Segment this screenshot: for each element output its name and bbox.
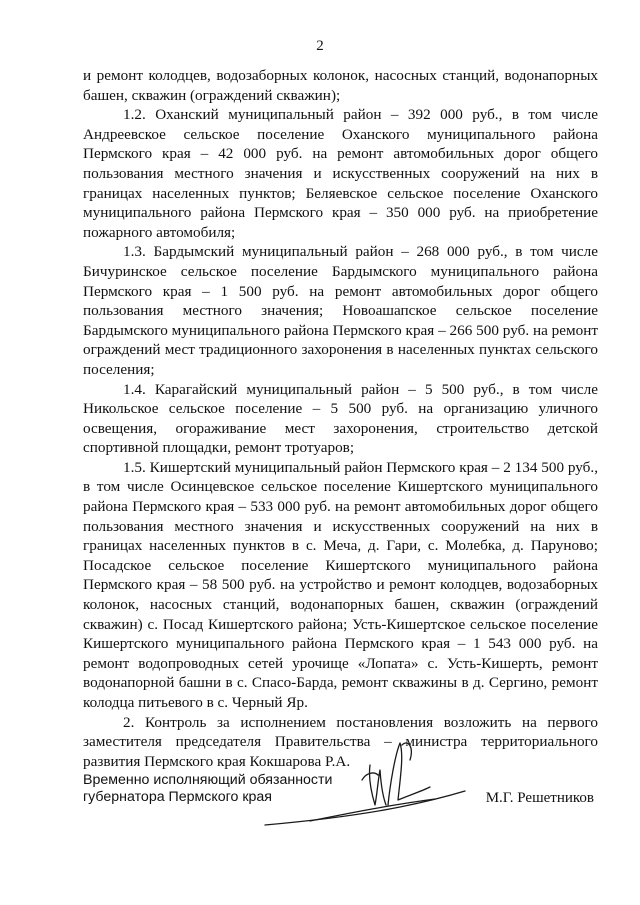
signatory-title-line1: Временно исполняющий обязанности <box>83 772 333 788</box>
signatory-name: М.Г. Решетников <box>485 790 594 806</box>
paragraph-2-control: 2. Контроль за исполнением постановления возложить на первого заместителя председателя Правительства – министра территориального развития Пермского края Кокшарова Р.А. <box>83 713 598 770</box>
signature-block <box>83 768 598 828</box>
paragraph-1-3-bardymsky: 1.3. Бардымский муниципальный район – 268 000 руб., в том числе Бичуринское сельское поселение Бардымского муниципального района Пермского края – 1 500 руб. на ремонт автомобильных дорог общего пользования местного значения; Новоашапское сельское поселение Бардымского муниципального района Пермского края – 266 500 руб. на ремонт ограждений мест традиционного захоронения в населенных пунктах сельского поселения; <box>83 243 598 378</box>
page-number: 2 <box>316 38 324 54</box>
paragraph-1-5-kishertsky: 1.5. Кишертский муниципальный район Пермского края – 2 134 500 руб., в том числе Осинцевское сельское поселение Кишертского муниципального района Пермского края – 533 000 руб. на ремонт автомобильных дорог общего пользования местного значения и искусственных сооружений на них в границах населенных пунктов в с. Меча, д. Гари, с. Молебка, д. Паруново; Посадское сельское поселение Кишертского муниципального района Пермского края – 58 500 руб. на устройство и ремонт колодцев, водозаборных колонок, насосных станций, водонапорных башен, скважин (ограждений скважин) с. Посад Кишертского района; Усть-Кишертское сельское поселение Кишертского муниципального района Пермского края – 1 543 000 руб. на ремонт водопроводных сетей урочище «Лопата» с. Усть-Кишерть, ремонт водонапорной башни в с. Спасо-Барда, ремонт скважины в д. Сергино, ремонт колодца питьевого в с. Черный Яр. <box>83 458 598 711</box>
signatory-title <box>83 772 332 806</box>
paragraph-1-4-karagaisky: 1.4. Карагайский муниципальный район – 5 500 руб., в том числе Никольское сельское поселение – 5 500 руб. на организацию уличного освещения, огораживание мест захоронения, строительство детской спортивной площадки, ремонт тротуаров; <box>83 380 598 457</box>
paragraph-1-2-okhansky: 1.2. Оханский муниципальный район – 392 000 руб., в том числе Андреевское сельское поселение Оханского муниципального района Пермского края – 42 000 руб. на ремонт автомобильных дорог общего пользования местного значения и искусственных сооружений на них в границах населенных пунктов; Беляевское сельское поселение Оханского муниципального района Пермского края – 350 000 руб. на приобретение пожарного автомобиля; <box>83 106 598 241</box>
signatory-title-line2: губернатора Пермского края <box>83 789 272 805</box>
paragraph-continuation: и ремонт колодцев, водозаборных колонок, насосных станций, водонапорных башен, скважин (ограждений скважин); <box>83 67 598 104</box>
document-body <box>83 66 598 771</box>
